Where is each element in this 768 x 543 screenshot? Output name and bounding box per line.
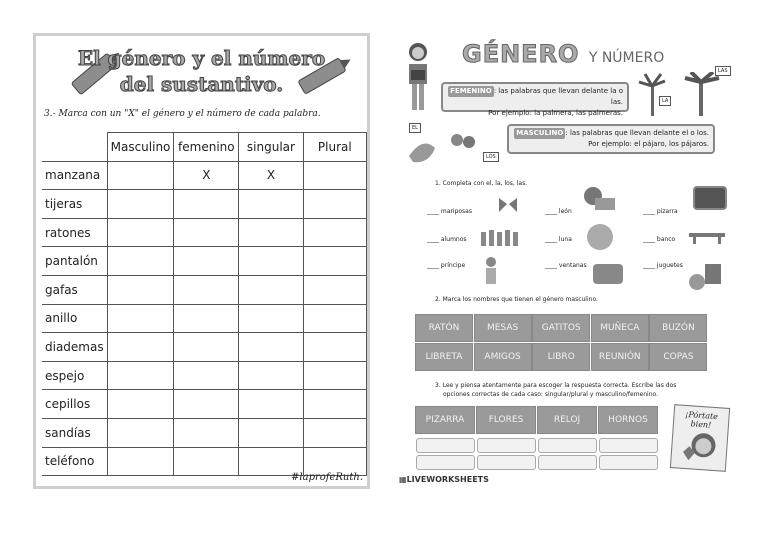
title-sub: Y NÚMERO [588, 50, 665, 66]
mark-cell[interactable] [174, 390, 239, 419]
page-title [462, 40, 664, 68]
answer-input[interactable] [538, 438, 597, 453]
mark-cell[interactable] [107, 447, 174, 476]
instruction: 3.- Marca con un "X" el género y el número de cada palabra. [44, 109, 321, 119]
table-row [42, 304, 367, 333]
word-header-button: RELOJ [537, 406, 597, 434]
butterflies-icon [497, 194, 519, 216]
word-cell: manzana [42, 161, 107, 190]
mark-cell[interactable] [174, 361, 239, 390]
mark-cell[interactable] [107, 390, 174, 419]
word-cell: espejo [42, 361, 107, 390]
mark-cell[interactable] [107, 361, 174, 390]
author-hashtag: #laprofeRuth. [291, 472, 363, 483]
mark-cell[interactable] [174, 304, 239, 333]
answer-input[interactable] [599, 438, 658, 453]
mark-cell[interactable]: X [239, 161, 303, 190]
mark-cell[interactable] [239, 218, 303, 247]
word-choice-button[interactable]: AMIGOS [474, 343, 532, 371]
worksheet-title [36, 42, 367, 104]
mark-cell[interactable] [174, 447, 239, 476]
mark-cell[interactable] [239, 275, 303, 304]
liveworksheets-footer: ▦LIVEWORKSHEETS [399, 475, 489, 484]
word-header-button: FLORES [476, 406, 536, 434]
exercise-item: ____ ventanas [545, 262, 587, 269]
mark-cell[interactable] [239, 333, 303, 362]
femenino-example: Por ejemplo: la palmera, las palmeras. [488, 109, 623, 117]
masculino-text: : las palabras que llevan delante el o los. [565, 129, 709, 137]
mark-cell[interactable] [303, 333, 366, 362]
word-choice-button[interactable]: BUZÓN [649, 314, 707, 342]
masculino-box [507, 124, 715, 154]
behave-note [670, 404, 730, 472]
word-cell: ratones [42, 218, 107, 247]
section-3-instruction-line-2: opciones correctas de cada caso: singular/plural y masculino/femenino. [443, 391, 658, 398]
girl-face-icon [678, 428, 720, 465]
word-cell: cepillos [42, 390, 107, 419]
word-header-button: HORNOS [598, 406, 658, 434]
mark-cell[interactable] [107, 218, 174, 247]
lion-icon [583, 186, 617, 216]
answer-input[interactable] [477, 455, 536, 470]
word-cell: gafas [42, 275, 107, 304]
mark-cell[interactable] [303, 361, 366, 390]
table-row [42, 161, 367, 190]
exercise-item: ____ juguetes [643, 262, 683, 269]
word-cell: anillo [42, 304, 107, 333]
word-cell: tijeras [42, 190, 107, 219]
section-1-instruction: 1. Completa con el, la, los, las. [435, 180, 528, 187]
mark-cell[interactable] [303, 161, 366, 190]
column-header: Plural [303, 133, 366, 162]
blackboard-icon [693, 186, 727, 210]
femenino-box [441, 82, 629, 117]
mark-cell[interactable] [107, 161, 174, 190]
mark-cell[interactable] [239, 361, 303, 390]
label-el: EL [409, 123, 421, 133]
word-choice-button[interactable]: RATÓN [415, 314, 473, 342]
palm-trees-icon [637, 72, 727, 118]
word-cell: sandías [42, 418, 107, 447]
mark-cell[interactable] [174, 275, 239, 304]
mark-cell[interactable] [239, 418, 303, 447]
mark-cell[interactable]: X [174, 161, 239, 190]
answer-input[interactable] [477, 438, 536, 453]
answer-input[interactable] [416, 438, 475, 453]
answer-input[interactable] [538, 455, 597, 470]
column-header: singular [239, 133, 303, 162]
section-3-instruction-line-1: 3. Lee y piensa atentamente para escoger la respuesta correcta. Escribe las dos [435, 382, 677, 389]
word-choice-button[interactable]: MUÑECA [591, 314, 649, 342]
mark-cell[interactable] [303, 275, 366, 304]
exercise-item: ____ pizarra [643, 208, 678, 215]
mark-cell[interactable] [303, 190, 366, 219]
title-main: GÉNERO [462, 40, 580, 68]
word-choice-button[interactable]: COPAS [649, 343, 707, 371]
mark-cell[interactable] [107, 275, 174, 304]
word-cell: pantalón [42, 247, 107, 276]
windows-icon [593, 264, 623, 284]
column-header: femenino [174, 133, 239, 162]
word-choice-button[interactable]: GATITOS [532, 314, 590, 342]
mark-cell[interactable] [303, 304, 366, 333]
mark-cell[interactable] [107, 190, 174, 219]
word-cell: diademas [42, 333, 107, 362]
section-2-instruction: 2. Marca los nombres que tienen el género masculino. [435, 296, 598, 303]
title-line-2: del sustantivo. [119, 72, 284, 96]
table-row [42, 190, 367, 219]
title-line-1: El género y el número [77, 46, 326, 70]
table-row [42, 418, 367, 447]
note-text: ¡Pórtate bien! [684, 409, 719, 430]
femenino-tag: FEMENINO [450, 87, 492, 95]
mark-cell[interactable] [107, 304, 174, 333]
right-worksheet [397, 34, 735, 490]
birds-icon [405, 126, 485, 166]
label-los: LOS [483, 152, 499, 162]
exercise-item: ____ banco [643, 236, 676, 243]
exercise-item: ____ alumnos [427, 236, 467, 243]
word-choice-button[interactable]: LIBRO [532, 343, 590, 371]
label-la: LA [659, 96, 671, 106]
mark-cell[interactable] [107, 418, 174, 447]
mark-cell[interactable] [239, 190, 303, 219]
word-choice-button[interactable]: MESAS [474, 314, 532, 342]
mark-cell[interactable] [174, 190, 239, 219]
column-header: Masculino [107, 133, 174, 162]
mark-cell[interactable] [107, 247, 174, 276]
table-row [42, 218, 367, 247]
masculino-example: Por ejemplo: el pájaro, los pájaros. [588, 140, 709, 148]
mark-cell[interactable] [174, 247, 239, 276]
answer-input[interactable] [599, 455, 658, 470]
mark-cell[interactable] [174, 418, 239, 447]
bench-icon [689, 230, 725, 244]
table-row [42, 390, 367, 419]
table-row [42, 361, 367, 390]
mark-cell[interactable] [107, 333, 174, 362]
mark-cell[interactable] [303, 418, 366, 447]
students-icon [479, 224, 525, 248]
exercise-item: ____ mariposas [427, 208, 472, 215]
mark-cell[interactable] [303, 390, 366, 419]
moon-icon [587, 224, 613, 250]
toys-icon [689, 258, 725, 292]
mark-cell[interactable] [239, 304, 303, 333]
mark-cell[interactable] [239, 247, 303, 276]
word-cell: teléfono [42, 447, 107, 476]
liveworksheets-logo-icon: ▦ [399, 475, 407, 484]
mark-cell[interactable] [303, 247, 366, 276]
masculino-tag: MASCULINO [516, 129, 564, 137]
exercise-item: ____ príncipe [427, 262, 466, 269]
answer-input[interactable] [416, 455, 475, 470]
gender-number-table [42, 132, 367, 476]
word-choice-button[interactable]: REUNIÓN [591, 343, 649, 371]
femenino-text: : las palabras que llevan delante la o las. [493, 87, 623, 106]
table-header-row [42, 133, 367, 162]
label-las: LAS [715, 66, 731, 76]
mark-cell[interactable] [303, 218, 366, 247]
prince-icon [483, 256, 499, 286]
exercise-item: ____ león [545, 208, 572, 215]
table-row [42, 247, 367, 276]
word-choice-button[interactable]: LIBRETA [415, 343, 473, 371]
table-row [42, 333, 367, 362]
word-header-button: PIZARRA [415, 406, 475, 434]
mark-cell[interactable] [239, 390, 303, 419]
mark-cell[interactable] [174, 333, 239, 362]
girl-with-books-icon [401, 40, 435, 116]
table-row [42, 275, 367, 304]
left-worksheet [33, 33, 370, 489]
exercise-item: ____ luna [545, 236, 572, 243]
mark-cell[interactable] [174, 218, 239, 247]
